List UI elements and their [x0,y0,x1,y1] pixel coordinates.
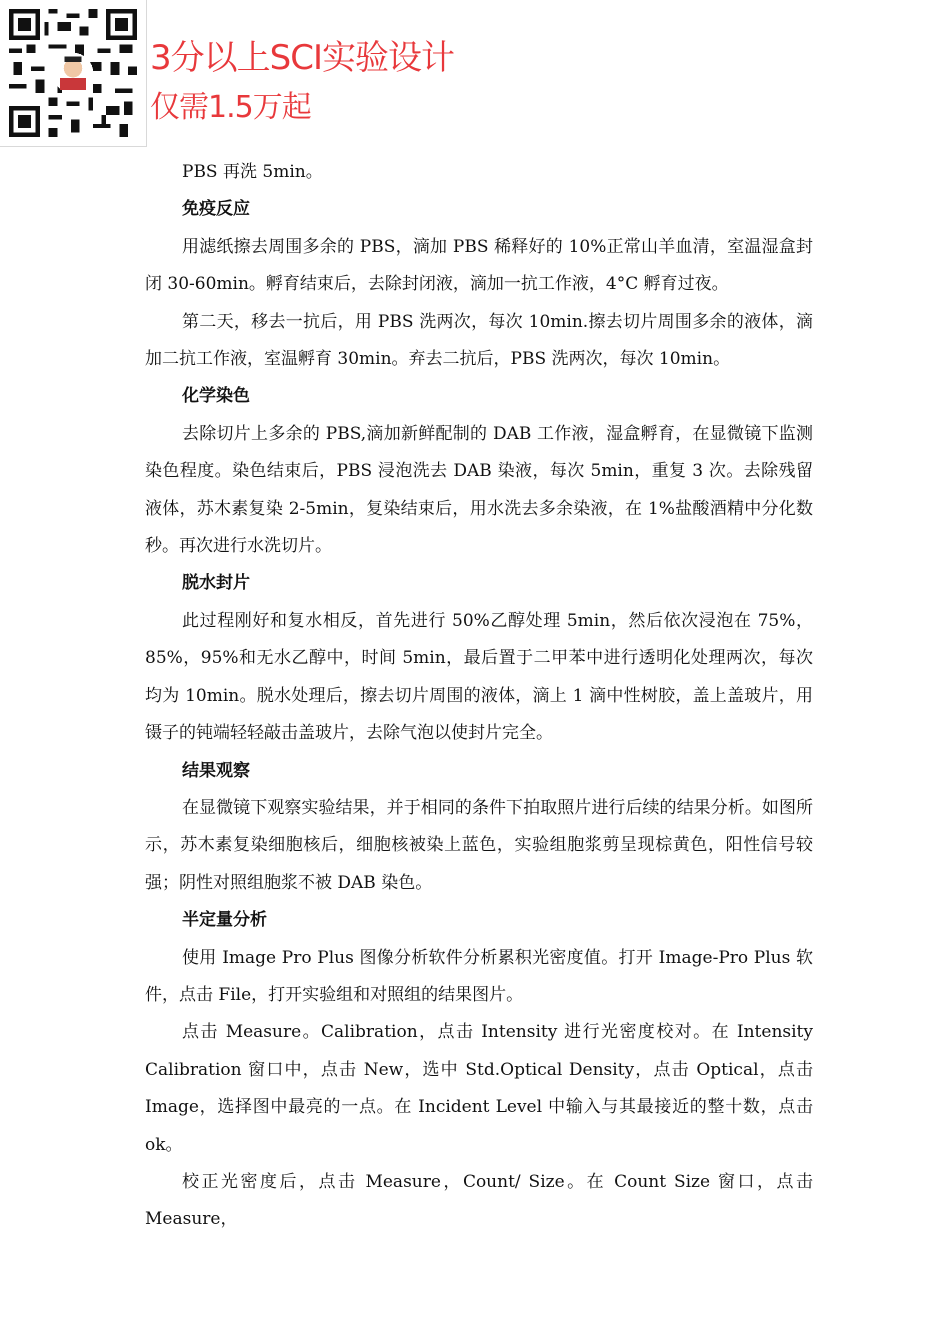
paragraph: 在显微镜下观察实验结果，并于相同的条件下拍取照片进行后续的结果分析。如图所示，苏木素复染细胞核后，细胞核被染上蓝色，实验组胞浆剪呈现棕黄色，阳性信号较强；阴性对照组胞浆不被 DAB 染色。 [145,797,813,893]
section-heading: 脱水封片 [182,573,250,594]
paragraph: 使用 Image Pro Plus 图像分析软件分析累积光密度值。打开 Image-Pro Plus 软件，点击 File，打开实验组和对照组的结果图片。 [145,947,813,1005]
document-body [145,154,813,1239]
paragraph: 用滤纸擦去周围多余的 PBS，滴加 PBS 稀释好的 10%正常山羊血清，室温湿盒封闭 30-60min。孵育结束后，去除封闭液，滴加一抗工作液，4°C 孵育过夜。 [145,236,813,295]
section-heading: 半定量分析 [182,910,267,931]
ad-line-1[interactable]: 3分以上SCI实验设计 [150,38,454,78]
section-heading: 结果观察 [182,760,250,781]
paragraph: 点击 Measure。Calibration，点击 Intensity 进行光密度校对。在 Intensity Calibration 窗口中，点击 New，选中 Std.Optical Density，点击 Optical，点击 Image，选择图中最亮的一点。在 Incident Level 中输入与其最接近的整十数，点击 ok。 [145,1022,813,1155]
qr-code-icon [9,9,137,137]
section-heading: 化学染色 [182,386,250,407]
ad-banner[interactable] [0,0,147,147]
paragraph: PBS 再洗 5min。 [182,162,323,182]
ad-line-2[interactable]: 仅需1.5万起 [150,90,311,125]
paragraph: 第二天，移去一抗后，用 PBS 洗两次，每次 10min.擦去切片周围多余的液体，滴加二抗工作液，室温孵育 30min。弃去二抗后，PBS 洗两次，每次 10min。 [145,311,813,370]
paragraph: 此过程刚好和复水相反，首先进行 50%乙醇处理 5min，然后依次浸泡在 75%，85%，95%和无水乙醇中，时间 5min，最后置于二甲苯中进行透明化处理两次，每次均为 10min。脱水处理后，擦去切片周围的液体，滴上 1 滴中性树胶，盖上盖玻片，用镊子的钝端轻轻敲击盖玻片，去除气泡以使封片完全。 [145,610,813,744]
paragraph: 去除切片上多余的 PBS,滴加新鲜配制的 DAB 工作液，湿盒孵育，在显微镜下监测染色程度。染色结束后，PBS 浸泡洗去 DAB 染液，每次 5min，重复 3 次。去除残留液体，苏木素复染 2-5min，复染结束后，用水洗去多余染液，在 1%盐酸酒精中分化数秒。再次进行水洗切片。 [145,423,813,557]
section-heading: 免疫反应 [182,199,250,220]
paragraph: 校正光密度后，点击 Measure，Count/ Size。在 Count Size 窗口，点击 Measure， [145,1171,813,1230]
